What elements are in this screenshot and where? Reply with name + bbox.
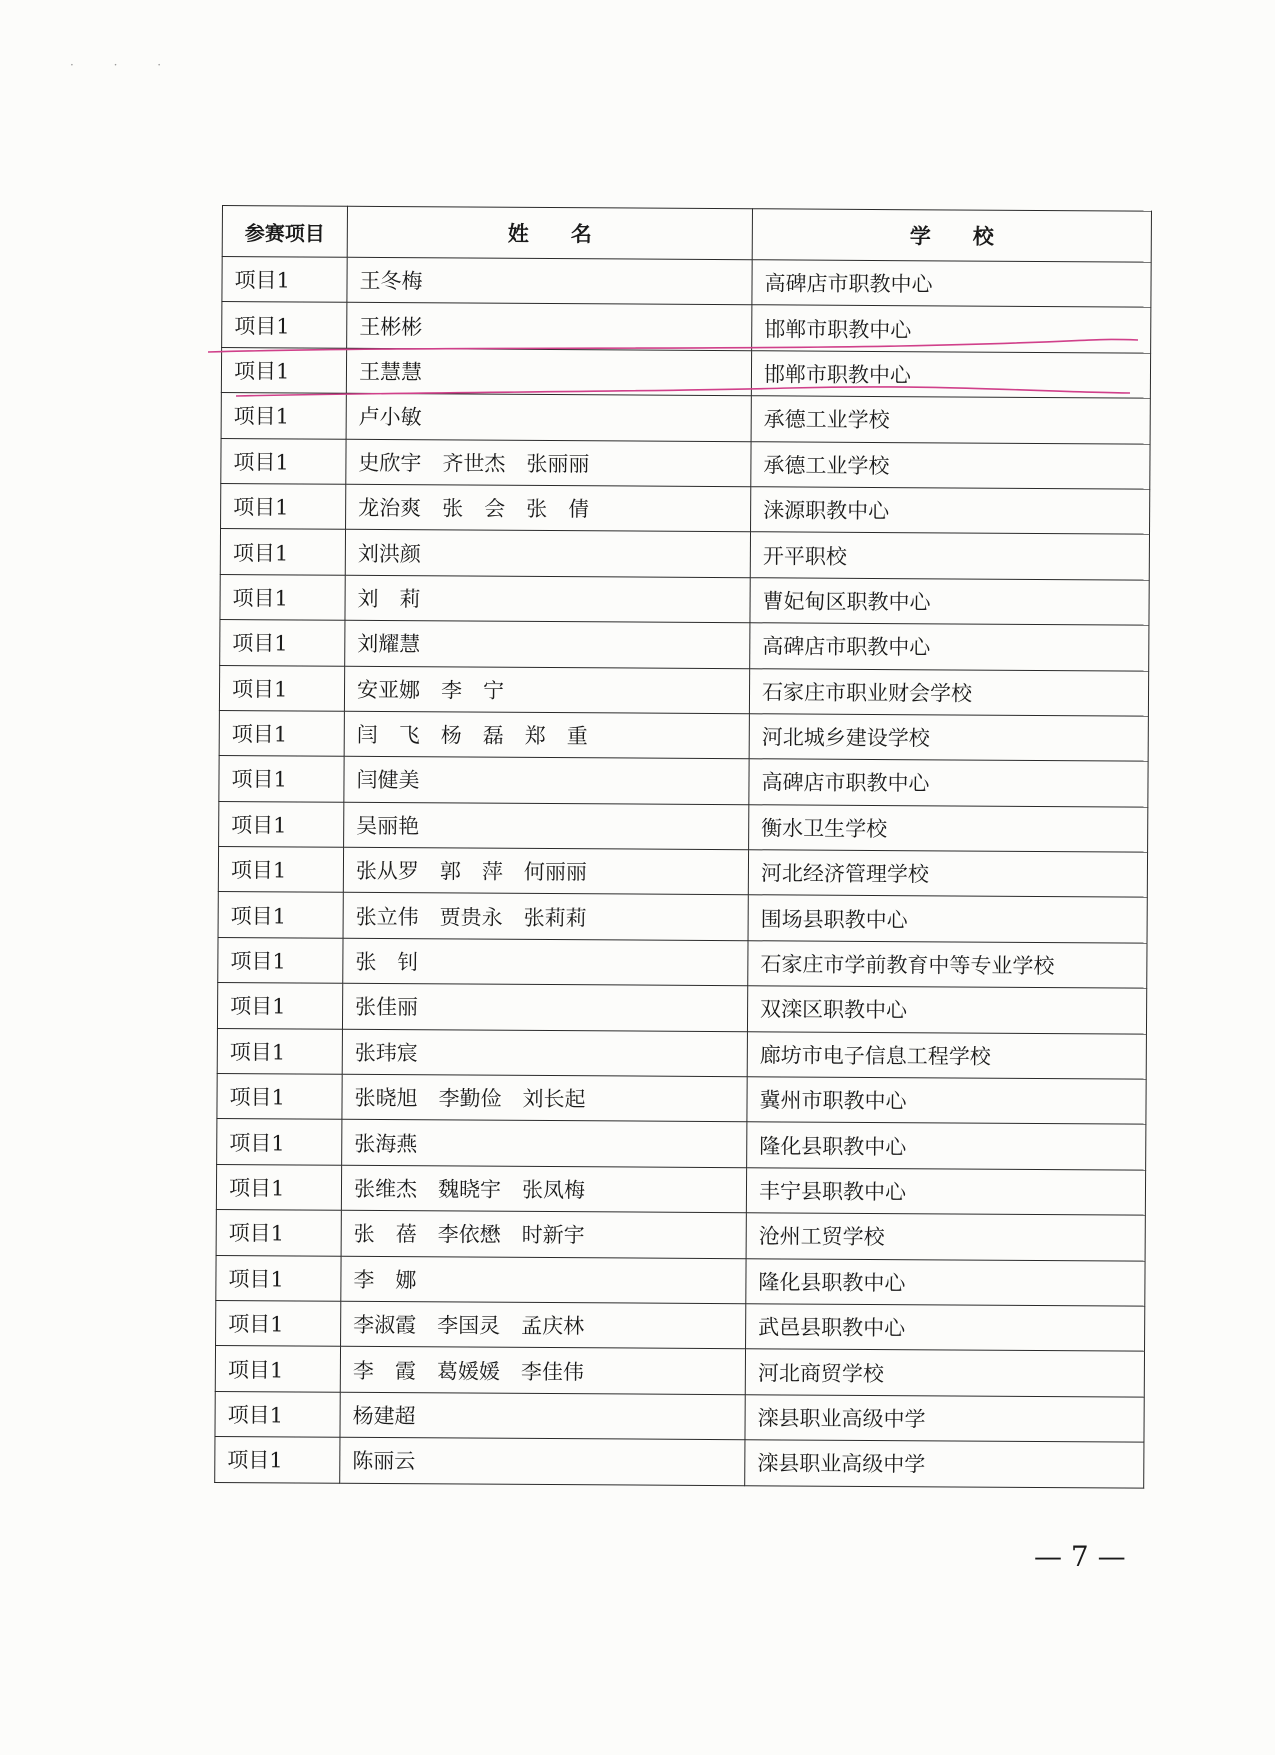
- header-event: 参赛项目: [222, 206, 347, 258]
- table-row: [220, 529, 1149, 580]
- row-name-cell: 张 蓓 李依懋 时新宇: [341, 1210, 746, 1258]
- row-name-cell: 卢小敏: [346, 393, 751, 441]
- row-event-cell: 项目1: [216, 1300, 341, 1346]
- row-event-cell: 项目1: [222, 302, 347, 348]
- table-row: [218, 892, 1147, 943]
- row-name-cell: 张维杰 魏晓宇 张凤梅: [341, 1165, 746, 1213]
- row-school-cell: 邯郸市职教中心: [751, 351, 1150, 399]
- row-school-cell: 围场县职教中心: [748, 895, 1147, 943]
- table-row: [216, 1210, 1145, 1261]
- row-event-cell: 项目1: [220, 620, 345, 666]
- table-row: [222, 302, 1151, 353]
- row-name-cell: 张从罗 郭 萍 何丽丽: [343, 847, 748, 895]
- table-row: [216, 1164, 1145, 1215]
- row-name-cell: 王慧慧: [346, 348, 751, 396]
- row-event-cell: 项目1: [218, 892, 343, 938]
- row-name-cell: 闫 飞 杨 磊 郑 重: [344, 711, 749, 759]
- row-event-cell: 项目1: [221, 393, 346, 439]
- row-school-cell: 石家庄市职业财会学校: [749, 668, 1148, 716]
- row-event-cell: 项目1: [221, 483, 346, 529]
- row-school-cell: 隆化县职教中心: [747, 1122, 1146, 1170]
- page-number: — 7 —: [1034, 1540, 1126, 1573]
- row-school-cell: 双滦区职教中心: [747, 986, 1146, 1034]
- table-row: [221, 438, 1150, 489]
- table-row: [219, 756, 1148, 807]
- row-school-cell: 高碑店市职教中心: [750, 623, 1149, 671]
- row-event-cell: 项目1: [221, 438, 346, 484]
- scan-specks: · · ·: [70, 58, 180, 72]
- table-row: [218, 847, 1147, 898]
- header-name: 姓 名: [347, 206, 752, 259]
- row-name-cell: 刘洪颜: [345, 530, 750, 578]
- row-event-cell: 项目1: [222, 257, 347, 303]
- row-name-cell: 李淑霞 李国灵 孟庆林: [341, 1301, 746, 1349]
- row-event-cell: 项目1: [217, 1074, 342, 1120]
- row-event-cell: 项目1: [220, 574, 345, 620]
- row-name-cell: 刘耀慧: [345, 620, 750, 668]
- row-school-cell: 高碑店市职教中心: [749, 759, 1148, 807]
- row-name-cell: 张佳丽: [342, 984, 747, 1032]
- row-school-cell: 涞源职教中心: [751, 487, 1150, 535]
- table-row: [215, 1437, 1144, 1488]
- row-name-cell: 王彬彬: [347, 303, 752, 351]
- row-name-cell: 张海燕: [342, 1120, 747, 1168]
- table-row: [220, 620, 1149, 671]
- row-event-cell: 项目1: [219, 665, 344, 711]
- row-name-cell: 王冬梅: [347, 257, 752, 305]
- table-row: [221, 347, 1150, 398]
- row-name-cell: 史欣宇 齐世杰 张丽丽: [346, 439, 751, 487]
- table-row: [216, 1255, 1145, 1306]
- row-event-cell: 项目1: [215, 1391, 340, 1437]
- row-school-cell: 冀州市职教中心: [747, 1077, 1146, 1125]
- table-row: [215, 1391, 1144, 1442]
- table-header-row: [222, 206, 1151, 263]
- row-school-cell: 滦县职业高级中学: [745, 1440, 1144, 1488]
- row-school-cell: 承德工业学校: [751, 441, 1150, 489]
- row-school-cell: 开平职校: [750, 532, 1149, 580]
- table-row: [221, 483, 1150, 534]
- row-event-cell: 项目1: [219, 801, 344, 847]
- row-name-cell: 张立伟 贾贵永 张莉莉: [343, 893, 748, 941]
- row-event-cell: 项目1: [219, 756, 344, 802]
- row-name-cell: 张 钊: [343, 938, 748, 986]
- row-school-cell: 承德工业学校: [751, 396, 1150, 444]
- row-name-cell: 张晓旭 李勤俭 刘长起: [342, 1074, 747, 1122]
- row-school-cell: 曹妃甸区职教中心: [750, 577, 1149, 625]
- row-event-cell: 项目1: [219, 710, 344, 756]
- roster-body: [215, 257, 1151, 1488]
- row-name-cell: 闫健美: [344, 757, 749, 805]
- table-row: [219, 710, 1148, 761]
- row-event-cell: 项目1: [216, 1164, 341, 1210]
- row-school-cell: 邯郸市职教中心: [752, 305, 1151, 353]
- table-row: [217, 1074, 1146, 1125]
- row-school-cell: 沧州工贸学校: [746, 1213, 1145, 1261]
- row-event-cell: 项目1: [217, 1119, 342, 1165]
- row-event-cell: 项目1: [216, 1210, 341, 1256]
- row-name-cell: 吴丽艳: [344, 802, 749, 850]
- row-event-cell: 项目1: [216, 1255, 341, 1301]
- roster-table: [214, 205, 1152, 1488]
- row-event-cell: 项目1: [220, 529, 345, 575]
- row-event-cell: 项目1: [221, 347, 346, 393]
- row-school-cell: 高碑店市职教中心: [752, 260, 1151, 308]
- row-name-cell: 龙治爽 张 会 张 倩: [346, 484, 751, 532]
- row-school-cell: 廊坊市电子信息工程学校: [747, 1031, 1146, 1079]
- row-name-cell: 张玮宸: [342, 1029, 747, 1077]
- table-row: [215, 1346, 1144, 1397]
- row-school-cell: 河北经济管理学校: [748, 850, 1147, 898]
- row-school-cell: 滦县职业高级中学: [745, 1394, 1144, 1442]
- table-row: [221, 393, 1150, 444]
- row-name-cell: 杨建超: [340, 1392, 745, 1440]
- table-row: [217, 983, 1146, 1034]
- table-row: [220, 574, 1149, 625]
- table-row: [217, 1028, 1146, 1079]
- row-event-cell: 项目1: [217, 983, 342, 1029]
- row-name-cell: 陈丽云: [340, 1437, 745, 1485]
- row-school-cell: 隆化县职教中心: [746, 1258, 1145, 1306]
- row-event-cell: 项目1: [215, 1437, 340, 1483]
- row-school-cell: 石家庄市学前教育中等专业学校: [748, 941, 1147, 989]
- row-name-cell: 李 霞 葛媛媛 李佳伟: [340, 1347, 745, 1395]
- row-event-cell: 项目1: [215, 1346, 340, 1392]
- row-school-cell: 丰宁县职教中心: [746, 1168, 1145, 1216]
- row-school-cell: 武邑县职教中心: [746, 1304, 1145, 1352]
- row-name-cell: 安亚娜 李 宁: [344, 666, 749, 714]
- table-row: [222, 257, 1151, 308]
- row-event-cell: 项目1: [218, 937, 343, 983]
- table-row: [219, 665, 1148, 716]
- row-school-cell: 河北商贸学校: [745, 1349, 1144, 1397]
- row-school-cell: 河北城乡建设学校: [749, 714, 1148, 762]
- row-name-cell: 李 娜: [341, 1256, 746, 1304]
- table-row: [217, 1119, 1146, 1170]
- header-school: 学 校: [752, 209, 1151, 262]
- table-row: [219, 801, 1148, 852]
- row-event-cell: 项目1: [218, 847, 343, 893]
- row-school-cell: 衡水卫生学校: [749, 804, 1148, 852]
- row-name-cell: 刘 莉: [345, 575, 750, 623]
- row-event-cell: 项目1: [217, 1028, 342, 1074]
- table-row: [218, 937, 1147, 988]
- table-row: [216, 1300, 1145, 1351]
